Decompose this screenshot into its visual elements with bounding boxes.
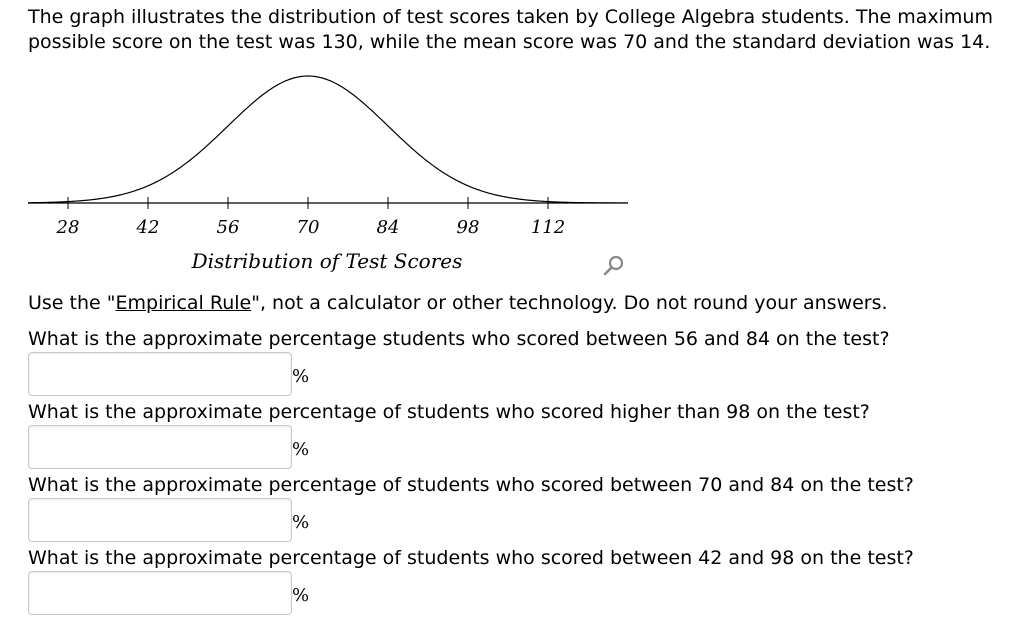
question-3-answer-input[interactable] <box>28 498 292 542</box>
question-4-percent-unit: % <box>292 585 310 606</box>
x-tick-label-28: 28 <box>56 217 80 238</box>
empirical-rule-link[interactable]: Empirical Rule <box>115 292 252 314</box>
question-1-answer-input[interactable] <box>28 352 292 396</box>
x-tick-label-98: 98 <box>456 217 480 238</box>
x-tick-label-42: 42 <box>136 217 160 238</box>
problem-statement <box>28 5 1018 55</box>
x-tick-label-70: 70 <box>296 217 320 238</box>
x-tick-label-84: 84 <box>376 217 400 238</box>
question-4-text: What is the approximate percentage of students who scored between 42 and 98 on the test? <box>28 547 914 569</box>
normal-curve <box>28 76 628 203</box>
instructions <box>28 291 888 315</box>
question-3-text: What is the approximate percentage of students who scored between 70 and 84 on the test? <box>28 474 914 496</box>
instructions-suffix: ", not a calculator or other technology. Do not round your answers. <box>251 292 888 314</box>
instructions-prefix: Use the " <box>28 292 116 314</box>
x-tick-label-112: 112 <box>530 217 566 238</box>
x-axis-label: Distribution of Test Scores <box>191 249 463 273</box>
normal-distribution-chart <box>0 60 660 290</box>
question-3-percent-unit: % <box>292 512 310 533</box>
question-2-percent-unit: % <box>292 439 310 460</box>
question-2-text: What is the approximate percentage of students who scored higher than 98 on the test? <box>28 401 870 423</box>
problem-statement-line-2: possible score on the test was 130, while the mean score was 70 and the standard deviation was 14. <box>28 31 991 53</box>
question-4-answer-input[interactable] <box>28 571 292 615</box>
question-1-percent-unit: % <box>292 366 310 387</box>
question-2-answer-input[interactable] <box>28 425 292 469</box>
magnifier-icon[interactable] <box>601 253 627 279</box>
question-1-text: What is the approximate percentage students who scored between 56 and 84 on the test? <box>28 328 890 350</box>
problem-statement-line-1: The graph illustrates the distribution of test scores taken by College Algebra students. The maximum <box>28 6 993 28</box>
x-tick-label-56: 56 <box>216 217 240 238</box>
x-axis-tick-labels <box>56 217 566 238</box>
